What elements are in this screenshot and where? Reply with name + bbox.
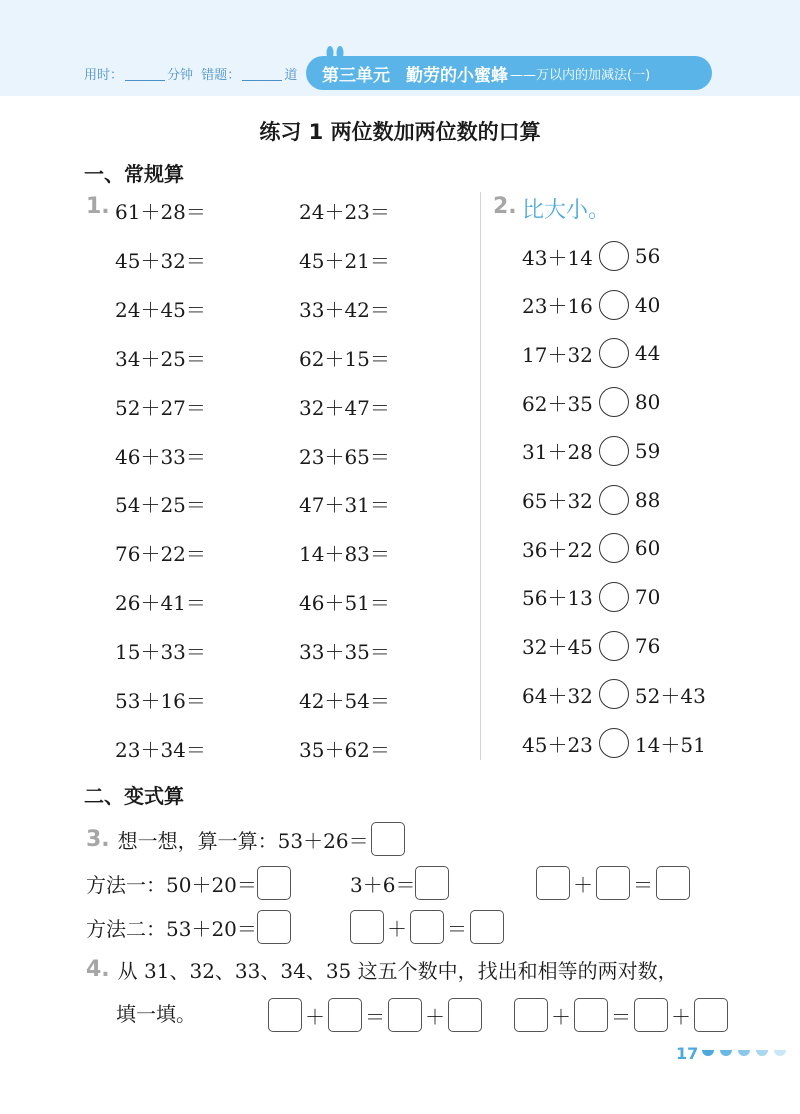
answer-box[interactable] <box>388 998 422 1032</box>
compare-left: 64＋32 <box>522 683 593 708</box>
q3-method-1-part-2 <box>350 866 449 900</box>
compare-left: 45＋23 <box>522 732 593 757</box>
compare-left: 32＋45 <box>522 635 593 660</box>
compare-left: 65＋32 <box>522 489 593 513</box>
compare-circle[interactable] <box>599 436 629 466</box>
compare-row <box>522 582 660 612</box>
q1-expression: 26＋41＝ <box>115 591 206 616</box>
compare-left: 43＋14 <box>522 245 593 270</box>
answer-box[interactable] <box>448 998 482 1032</box>
q1-expression: 42＋54＝ <box>299 689 390 713</box>
compare-circle[interactable] <box>599 485 629 515</box>
method-1-label: 方法一： <box>86 872 166 897</box>
equals-sign: ＝ <box>365 1004 385 1029</box>
compare-right: 80 <box>634 390 661 415</box>
compare-left: 62＋35 <box>522 391 593 416</box>
q1-expression: 46＋33＝ <box>115 444 206 469</box>
compare-row <box>522 290 660 320</box>
compare-left: 17＋32 <box>522 342 593 367</box>
method-1-expr-2: 3＋6＝ <box>350 872 416 897</box>
compare-right: 44 <box>634 341 661 366</box>
answer-box[interactable] <box>328 998 362 1032</box>
compare-right: 14＋51 <box>634 732 706 757</box>
unit-banner: 第三单元 勤劳的小蜜蜂 ——万以内的加减法(一) <box>306 56 712 90</box>
answer-box[interactable] <box>371 822 405 856</box>
compare-right: 76 <box>634 633 661 658</box>
q1-expression: 24＋45＝ <box>115 297 206 322</box>
equals-sign: ＝ <box>633 872 653 897</box>
compare-row <box>522 631 660 661</box>
q1-expression: 15＋33＝ <box>115 640 206 665</box>
column-divider <box>480 192 481 760</box>
plus-sign: ＋ <box>573 872 593 897</box>
question-number-1: 1. <box>86 194 110 219</box>
q4-prompt-2: 填一填。 <box>116 1002 196 1026</box>
q1-expression: 34＋25＝ <box>115 346 206 371</box>
equals-sign: ＝ <box>447 916 467 941</box>
q4-prompt: 从 31、32、33、34、35 这五个数中，找出和相等的两对数， <box>117 959 678 983</box>
answer-box[interactable] <box>656 866 690 900</box>
q1-expression: 24＋23＝ <box>299 200 390 224</box>
method-1-expr-1: 50＋20＝ <box>166 872 257 897</box>
compare-circle[interactable] <box>599 241 629 271</box>
q3-method-2 <box>86 910 291 944</box>
compare-row <box>522 533 660 563</box>
q3-method-2-part-2 <box>350 910 504 944</box>
time-errors-record: 用时： 分钟 错题： 道 <box>84 68 298 83</box>
compare-row <box>522 387 660 417</box>
answer-box[interactable] <box>410 910 444 944</box>
q1-expression: 33＋42＝ <box>299 297 390 322</box>
compare-right: 40 <box>634 292 661 317</box>
compare-row <box>522 436 660 466</box>
q3-method-1 <box>86 866 291 900</box>
compare-circle[interactable] <box>599 631 629 661</box>
q1-expression: 46＋51＝ <box>299 591 390 616</box>
compare-left: 56＋13 <box>522 586 593 611</box>
section-heading-regular: 一、常规算 <box>84 162 184 186</box>
compare-left: 36＋22 <box>522 537 593 562</box>
q1-expression: 14＋83＝ <box>299 542 390 567</box>
method-2-label: 方法二： <box>86 916 166 941</box>
answer-box[interactable] <box>634 998 668 1032</box>
compare-right: 56 <box>634 244 661 268</box>
page-title: 练习 1 两位数加两位数的口算 <box>259 120 541 144</box>
plus-sign: ＋ <box>671 1004 691 1029</box>
q1-expression: 47＋31＝ <box>299 493 390 518</box>
compare-circle[interactable] <box>599 679 629 709</box>
compare-circle[interactable] <box>599 582 629 612</box>
plus-sign: ＋ <box>387 916 407 941</box>
q1-expression: 23＋34＝ <box>115 737 206 762</box>
answer-box[interactable] <box>415 866 449 900</box>
answer-box[interactable] <box>257 910 291 944</box>
answer-box[interactable] <box>536 866 570 900</box>
q4-pair-2 <box>514 998 728 1032</box>
question-number-2: 2. <box>493 194 517 219</box>
answer-box[interactable] <box>470 910 504 944</box>
compare-right: 59 <box>634 438 661 463</box>
q3-method-1-part-3 <box>536 866 690 900</box>
q1-expression: 45＋21＝ <box>299 248 390 273</box>
compare-circle[interactable] <box>599 387 629 417</box>
question-number-3: 3. <box>86 826 110 852</box>
q1-expression: 52＋27＝ <box>115 395 206 420</box>
compare-right: 60 <box>634 536 661 561</box>
q1-expression: 35＋62＝ <box>299 737 390 762</box>
answer-box[interactable] <box>257 866 291 900</box>
q4-pair-1 <box>268 998 482 1032</box>
method-2-expr-1: 53＋20＝ <box>166 916 257 941</box>
compare-row <box>522 338 660 368</box>
plus-sign: ＋ <box>551 1004 571 1029</box>
q3-prompt-line <box>86 822 405 856</box>
answer-box[interactable] <box>268 998 302 1032</box>
compare-circle[interactable] <box>599 338 629 368</box>
q1-expression: 45＋32＝ <box>115 248 206 273</box>
q1-expression: 62＋15＝ <box>299 346 390 371</box>
q1-expression: 54＋25＝ <box>115 493 206 518</box>
q1-expression: 53＋16＝ <box>115 689 206 713</box>
page-number: 17 <box>676 1044 699 1063</box>
q3-prompt: 想一想，算一算：53＋26＝ <box>117 828 369 853</box>
answer-box[interactable] <box>596 866 630 900</box>
q1-expression: 76＋22＝ <box>115 542 206 567</box>
question-number-4: 4. <box>86 957 110 982</box>
page-decoration-dots-icon <box>700 1046 792 1060</box>
compare-right: 70 <box>634 584 661 609</box>
equals-sign: ＝ <box>611 1004 631 1029</box>
compare-right: 88 <box>634 487 661 512</box>
compare-left: 23＋16 <box>522 294 593 319</box>
section-heading-variant: 二、变式算 <box>84 784 184 808</box>
compare-circle[interactable] <box>599 290 629 320</box>
compare-instruction: 比大小。 <box>522 198 611 223</box>
q1-expression: 33＋35＝ <box>299 640 390 665</box>
q4-fill-line <box>116 998 196 1027</box>
q4-prompt-line <box>86 955 678 984</box>
answer-box[interactable] <box>514 998 548 1032</box>
compare-row <box>522 241 660 271</box>
compare-row <box>522 679 706 709</box>
compare-right: 52＋43 <box>634 683 706 708</box>
answer-box[interactable] <box>694 998 728 1032</box>
q1-expression: 23＋65＝ <box>299 444 390 469</box>
plus-sign: ＋ <box>305 1004 325 1029</box>
compare-circle[interactable] <box>599 728 629 758</box>
compare-left: 31＋28 <box>522 440 593 465</box>
q1-expression: 32＋47＝ <box>299 395 390 420</box>
answer-box[interactable] <box>574 998 608 1032</box>
compare-row <box>522 728 706 758</box>
compare-row <box>522 485 660 515</box>
answer-box[interactable] <box>350 910 384 944</box>
compare-circle[interactable] <box>599 533 629 563</box>
plus-sign: ＋ <box>425 1004 445 1029</box>
q1-expression: 61＋28＝ <box>115 200 206 224</box>
